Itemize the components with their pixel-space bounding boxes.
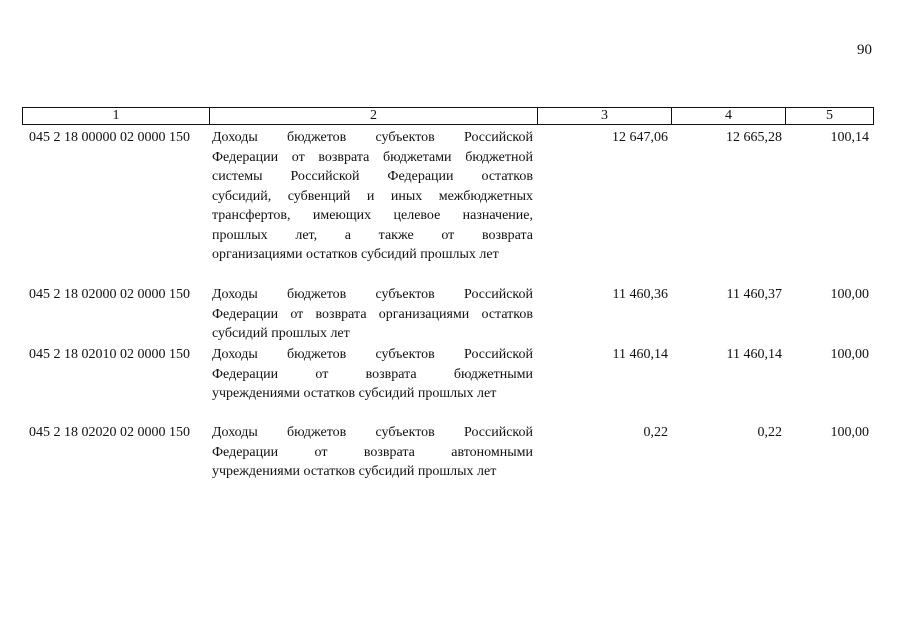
page-number: 90 [857, 42, 872, 58]
value-col-3: 12 647,06 [612, 130, 668, 145]
value-col-4: 0,22 [757, 425, 782, 440]
description-line: Доходы бюджетов субъектов Российской [212, 287, 533, 302]
description-line: субсидий, субвенций и иных межбюджетных [212, 188, 533, 204]
header-col-2: 2 [210, 108, 538, 124]
value-col-4: 11 460,14 [726, 347, 782, 362]
description-line: Федерации от возврата организациями остатков [212, 306, 533, 322]
budget-code: 045 2 18 02010 02 0000 150 [29, 347, 190, 362]
description-line: Федерации от возврата бюджетами бюджетной [212, 149, 533, 165]
header-col-3: 3 [538, 108, 672, 124]
budget-code: 045 2 18 02000 02 0000 150 [29, 287, 190, 302]
value-col-5: 100,14 [830, 130, 869, 145]
table-header [22, 107, 874, 125]
row-description [212, 285, 533, 344]
description-line: организациями остатков субсидий прошлых лет [212, 247, 499, 262]
header-col-1: 1 [23, 108, 210, 124]
description-line: системы Российской Федерации остатков [212, 169, 533, 184]
row-description [212, 423, 533, 482]
description-line: Доходы бюджетов субъектов Российской [212, 130, 533, 145]
description-line: учреждениями остатков субсидий прошлых лет [212, 464, 497, 479]
value-col-3: 0,22 [643, 425, 668, 440]
description-line: Федерации от возврата автономными [212, 444, 533, 460]
header-col-5: 5 [826, 108, 833, 123]
description-line: Доходы бюджетов субъектов Российской [212, 425, 533, 440]
description-line: трансфертов, имеющих целевое назначение, [212, 208, 533, 223]
header-col-4: 4 [672, 108, 786, 124]
description-line: прошлых лет, а также от возврата [212, 227, 533, 243]
description-line: Доходы бюджетов субъектов Российской [212, 347, 533, 362]
value-col-3: 11 460,14 [612, 347, 668, 362]
value-col-5: 100,00 [830, 347, 869, 362]
description-line: Федерации от возврата бюджетными [212, 366, 533, 382]
value-col-4: 12 665,28 [726, 130, 782, 145]
description-line: учреждениями остатков субсидий прошлых лет [212, 386, 497, 401]
budget-code: 045 2 18 00000 02 0000 150 [29, 130, 190, 145]
value-col-5: 100,00 [830, 425, 869, 440]
row-description [212, 345, 533, 404]
value-col-5: 100,00 [830, 287, 869, 302]
budget-code: 045 2 18 02020 02 0000 150 [29, 425, 190, 440]
value-col-3: 11 460,36 [612, 287, 668, 302]
value-col-4: 11 460,37 [726, 287, 782, 302]
row-description [212, 128, 533, 265]
description-line: субсидий прошлых лет [212, 326, 350, 341]
